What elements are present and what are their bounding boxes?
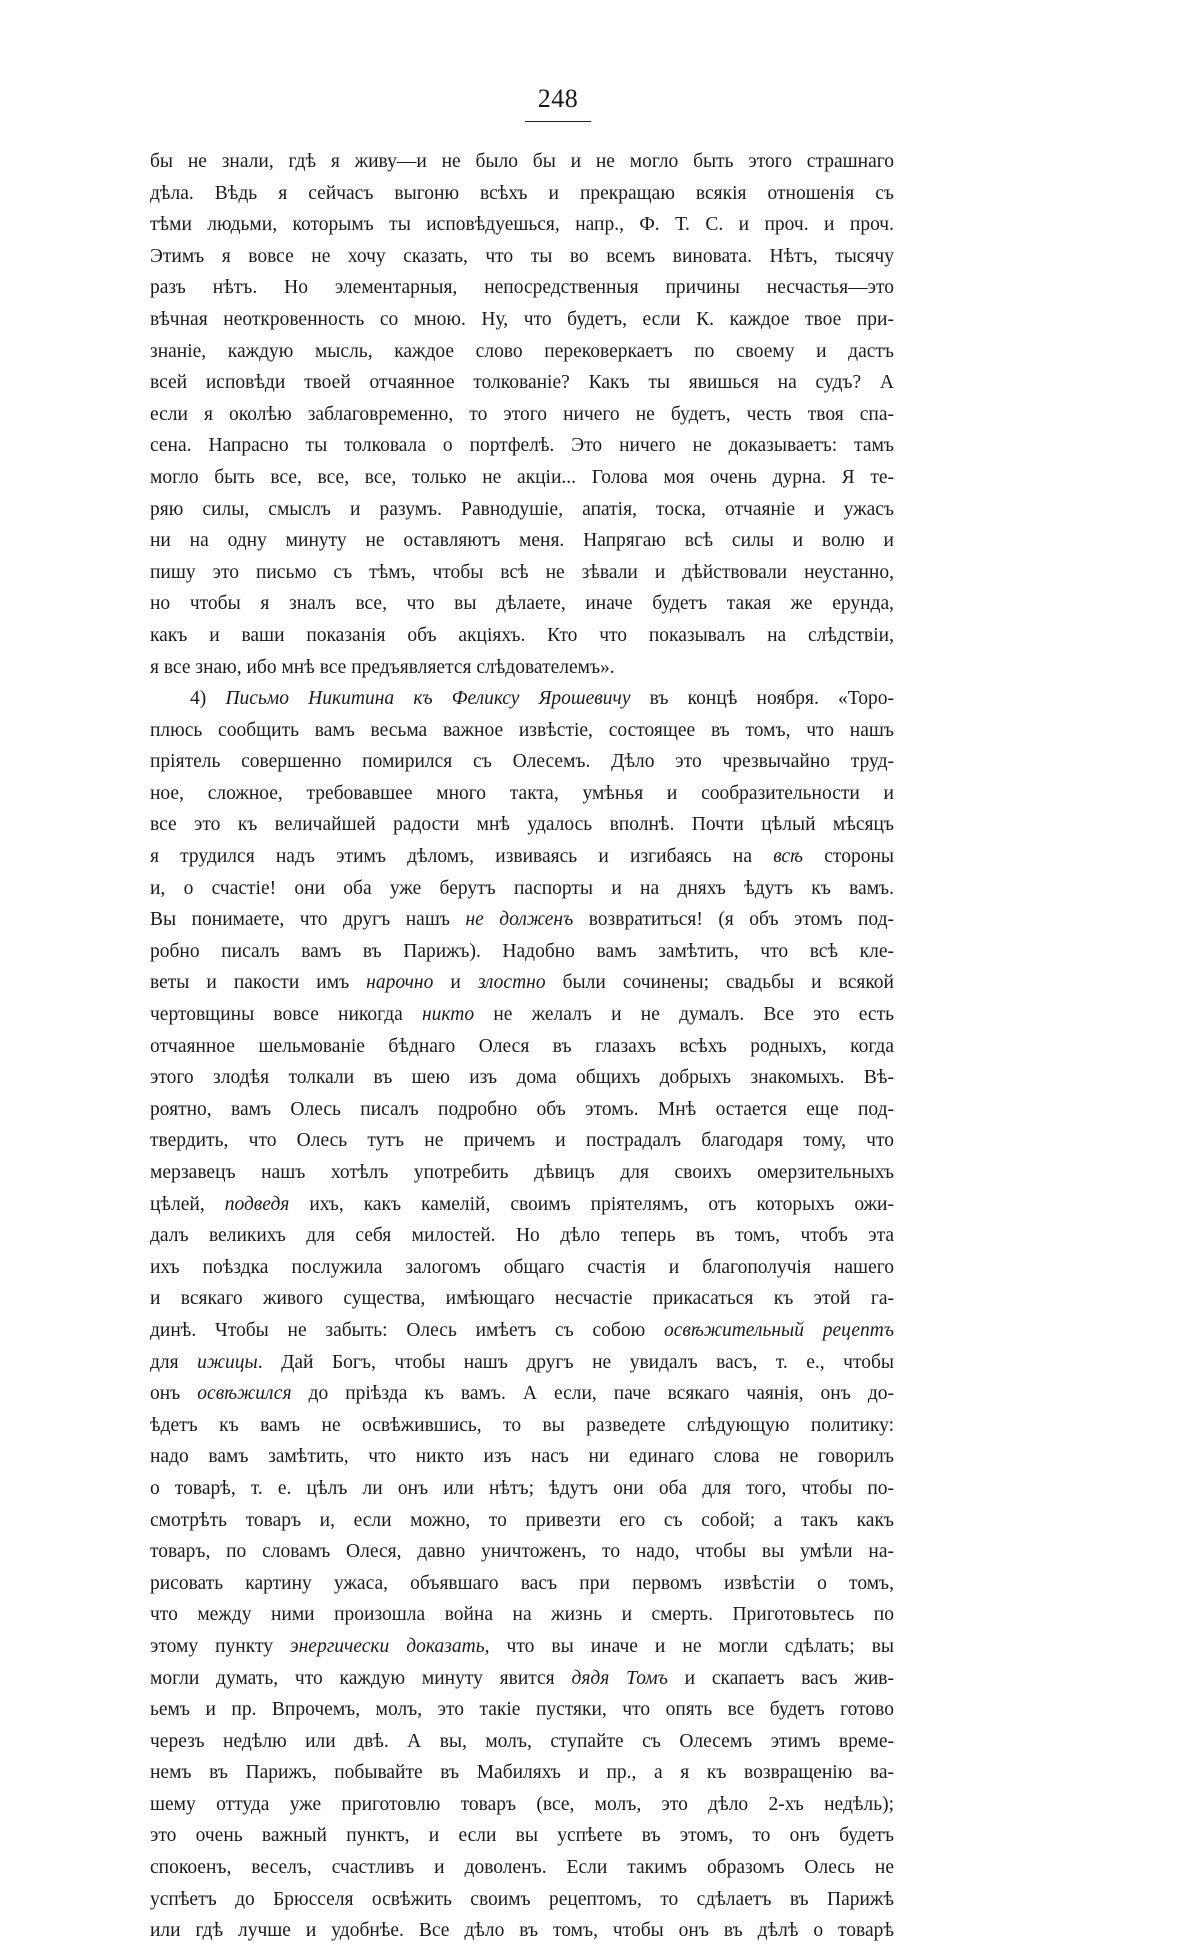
text-segment: Этимъ я вовсе не хочу сказать, что ты во всемъ виновата. Нѣтъ, тысячу — [150, 245, 894, 267]
text-segment: роятно, вамъ Олесь писалъ подробно объ этомъ. Мнѣ остается еще под- — [150, 1098, 894, 1120]
text-segment: разъ нѣтъ. Но элементарныя, непосредственныя причины несчастья—это — [150, 277, 894, 299]
text-segment: все это къ величайшей радости мнѣ удалось вполнѣ. Почти цѣлый мѣсяцъ — [150, 814, 894, 836]
text-line — [150, 367, 894, 399]
text-segment: какъ и ваши показанія объ акціяхъ. Кто что показывалъ на слѣдствіи, — [150, 624, 894, 646]
text-line — [150, 494, 894, 526]
italic-text: подведя — [224, 1193, 290, 1215]
text-segment: или гдѣ лучше и удобнѣе. Все дѣло въ томъ, чтобы онъ въ дѣлѣ о товарѣ — [150, 1920, 894, 1942]
text-segment: и всякаго живого существа, имѣющаго несчастіе прикасаться къ этой га- — [150, 1288, 894, 1310]
text-line — [150, 1062, 894, 1094]
text-segment: могли думать, что каждую минуту явится — [150, 1667, 572, 1689]
text-segment: для — [150, 1351, 198, 1373]
text-line — [150, 1094, 894, 1126]
text-line — [150, 462, 894, 494]
text-line — [150, 1694, 894, 1726]
text-line — [150, 399, 894, 431]
text-line — [150, 809, 894, 841]
text-segment: и скапаетъ васъ жив- — [667, 1667, 894, 1689]
text-segment: возвратиться! (я объ этомъ под- — [573, 909, 894, 931]
text-line — [150, 557, 894, 589]
text-segment: мерзавецъ нашъ хотѣлъ употребить дѣвицъ для своихъ омерзительныхъ — [150, 1162, 894, 1183]
text-segment: Вы понимаете, что другъ нашъ — [150, 909, 466, 931]
text-segment: ьемъ и пр. Впрочемъ, молъ, это такіе пустяки, что опять все будетъ готово — [150, 1699, 894, 1721]
text-segment: ихъ, какъ камелій, своимъ пріятелямъ, отъ которыхъ ожи- — [289, 1193, 894, 1215]
text-segment: цѣлей, — [150, 1193, 225, 1215]
text-line — [150, 178, 894, 210]
text-line — [150, 1536, 894, 1568]
text-line — [150, 525, 894, 557]
text-line — [150, 1441, 894, 1473]
text-segment: пріятель совершенно помирился съ Олесемъ. Дѣло это чрезвычайно труд- — [150, 751, 894, 773]
text-segment: шему оттуда уже приготовлю товаръ (все, молъ, это дѣло 2-хъ недѣль); — [150, 1793, 894, 1815]
text-line — [150, 336, 894, 368]
text-segment: спокоенъ, веселъ, счастливъ и доволенъ. Если такимъ образомъ Олесь не — [150, 1857, 894, 1879]
text-line — [150, 430, 894, 462]
text-segment: о товарѣ, т. е. цѣлъ ли онъ или нѣтъ; ѣдутъ они оба для того, чтобы по- — [150, 1477, 894, 1499]
italic-text: освѣжился — [197, 1383, 292, 1405]
text-line — [150, 683, 894, 715]
text-segment: товаръ, по словамъ Олеся, давно уничтоженъ, то надо, чтобы вы умѣли на- — [150, 1541, 894, 1563]
text-line — [150, 904, 894, 936]
body-text — [150, 146, 894, 1947]
italic-text: Письмо Никитина къ Феликсу Ярошевичу — [225, 688, 631, 710]
text-segment: робно писалъ вамъ въ Парижъ). Надобно вамъ замѣтить, что всѣ кле- — [150, 940, 894, 962]
italic-text: освѣжительный рецептъ — [663, 1319, 894, 1341]
text-segment: ное, сложное, требовавшее много такта, умѣнья и сообразительности и — [150, 782, 894, 804]
text-segment: динѣ. Чтобы не забыть: Олесь имѣетъ съ собою — [150, 1319, 664, 1341]
text-line — [150, 1884, 894, 1916]
text-line — [150, 967, 894, 999]
text-line — [150, 1220, 894, 1252]
text-segment: твердить, что Олесь тутъ не причемъ и пострадалъ благодаря тому, что — [150, 1130, 894, 1152]
text-segment: ихъ поѣздка послужила залогомъ общаго счастія и благополучія нашего — [150, 1256, 894, 1278]
text-segment: знаніе, каждую мысль, каждое слово перековеркаетъ по своему и дастъ — [150, 340, 894, 362]
text-line — [150, 1473, 894, 1505]
text-segment: вѣчная неоткровенность со мною. Ну, что будетъ, если К. каждое твое при- — [150, 308, 894, 330]
text-line — [150, 1347, 894, 1379]
text-line — [150, 1378, 894, 1410]
text-line — [150, 1125, 894, 1157]
text-segment: ни на одну минуту не оставляютъ меня. Напрягаю всѣ силы и волю и — [150, 530, 894, 552]
italic-text: никто — [422, 1004, 475, 1026]
text-line — [150, 304, 894, 336]
text-segment: рисовать картину ужаса, объявшаго васъ при первомъ извѣстіи о томъ, — [150, 1572, 894, 1594]
text-line — [150, 620, 894, 652]
text-segment: чертовщины вовсе никогда — [150, 1004, 422, 1026]
text-line — [150, 1631, 894, 1663]
text-line — [150, 936, 894, 968]
text-line — [150, 1283, 894, 1315]
italic-text: энергически доказать — [290, 1635, 485, 1657]
text-line — [150, 999, 894, 1031]
text-segment: черезъ недѣлю или двѣ. А вы, молъ, ступайте съ Олесемъ этимъ време- — [150, 1730, 894, 1752]
text-line — [150, 652, 894, 684]
text-line — [150, 209, 894, 241]
italic-text: злостно — [477, 972, 546, 994]
text-segment: не желалъ и не думалъ. Все это есть — [474, 1004, 894, 1026]
text-line — [150, 1789, 894, 1821]
text-line — [150, 873, 894, 905]
text-segment: бы не знали, гдѣ я живу—и не было бы и не могло быть этого страшнаго — [150, 151, 894, 172]
text-line — [150, 1599, 894, 1631]
text-line — [150, 241, 894, 273]
text-line — [150, 1915, 894, 1947]
text-segment: и, о счастіе! они оба уже берутъ паспорты и на дняхъ ѣдутъ къ вамъ. — [150, 877, 894, 899]
text-line — [150, 272, 894, 304]
italic-text: нарочно — [366, 972, 434, 994]
text-line — [150, 1410, 894, 1442]
text-line — [150, 1505, 894, 1537]
text-segment: могло быть все, все, все, только не акціи... Голова моя очень дурна. Я те- — [150, 466, 894, 488]
text-segment: надо вамъ замѣтить, что никто изъ насъ ни единаго слова не говорилъ — [150, 1446, 894, 1468]
text-segment: если я околѣю заблаговременно, то этого ничего не будетъ, честь твоя спа- — [150, 403, 894, 425]
text-segment: этого злодѣя толкали въ шею изъ дома общихъ добрыхъ знакомыхъ. Вѣ- — [150, 1067, 894, 1089]
text-line — [150, 1757, 894, 1789]
header-rule — [525, 121, 591, 122]
text-segment: сена. Напрасно ты толковала о портфелѣ. Это ничего не доказываетъ: тамъ — [150, 435, 894, 457]
text-line — [150, 1663, 894, 1695]
text-line — [150, 778, 894, 810]
text-segment: стороны — [803, 846, 894, 868]
text-segment: отчаянное шельмованіе бѣднаго Олеся въ глазахъ всѣхъ родныхъ, когда — [150, 1035, 894, 1057]
text-segment: плюсь сообщить вамъ весьма важное извѣстіе, состоящее въ томъ, что нашъ — [150, 719, 894, 741]
text-line — [150, 1852, 894, 1884]
text-segment: до пріѣзда къ вамъ. А если, паче всякаго чаянія, онъ до- — [291, 1383, 894, 1405]
text-segment: я все знаю, ибо мнѣ все предъявляется слѣдователемъ». — [150, 656, 615, 678]
text-segment: 4) — [190, 688, 226, 710]
italic-text: всѣ — [773, 846, 804, 868]
text-line — [150, 588, 894, 620]
text-segment: что между ними произошла война на жизнь и смерть. Приготовьтесь по — [150, 1604, 894, 1626]
text-segment: успѣетъ до Брюсселя освѣжить своимъ рецептомъ, то сдѣлаетъ въ Парижѣ — [150, 1888, 894, 1910]
text-segment: пишу это письмо съ тѣмъ, чтобы всѣ не зѣвали и дѣйствовали неустанно, — [150, 561, 894, 583]
text-segment: я трудился надъ этимъ дѣломъ, извиваясь и изгибаясь на — [150, 846, 774, 868]
text-segment: это очень важный пунктъ, и если вы успѣете въ этомъ, то онъ будетъ — [150, 1825, 894, 1847]
text-line — [150, 1252, 894, 1284]
text-segment: въ концѣ ноября. «Торо- — [630, 688, 894, 710]
text-line — [150, 1568, 894, 1600]
text-line — [150, 1031, 894, 1063]
text-line — [150, 1315, 894, 1347]
text-segment: немъ въ Парижъ, побывайте въ Мабиляхъ и пр., а я къ возвращенію ва- — [150, 1762, 894, 1784]
text-segment: , что вы иначе и не могли сдѣлать; вы — [484, 1635, 894, 1657]
text-segment: и — [433, 972, 478, 994]
italic-text: ижицы — [197, 1351, 258, 1373]
text-line — [150, 1820, 894, 1852]
text-line — [150, 1726, 894, 1758]
text-line — [150, 1157, 894, 1189]
text-segment: дѣла. Вѣдь я сейчасъ выгоню всѣхъ и прекращаю всякія отношенія съ — [150, 182, 894, 204]
text-line — [150, 746, 894, 778]
text-segment: смотрѣть товаръ и, если можно, то привезти его съ собой; а такъ какъ — [150, 1509, 894, 1531]
text-segment: . Дай Богъ, чтобы нашъ другъ не увидалъ васъ, т. е., чтобы — [257, 1351, 894, 1373]
text-segment: далъ великихъ для себя милостей. Но дѣло теперь въ томъ, чтобъ эта — [150, 1225, 894, 1247]
text-segment: всей исповѣди твоей отчаянное толкованіе? Какъ ты явишься на судъ? А — [150, 372, 894, 394]
page-number: 248 — [537, 84, 579, 113]
text-line — [150, 1189, 894, 1221]
text-segment: онъ — [150, 1383, 198, 1405]
text-segment: были сочинены; свадьбы и всякой — [545, 972, 894, 994]
text-line — [150, 146, 894, 178]
text-segment: тѣми людьми, которымъ ты исповѣдуешься, напр., Ф. Т. С. и проч. и проч. — [150, 214, 894, 236]
italic-text: не долженъ — [465, 909, 574, 931]
text-segment: веты и пакости имъ — [150, 972, 367, 994]
text-line — [150, 715, 894, 747]
text-segment: ряю силы, смыслъ и разумъ. Равнодушіе, апатія, тоска, отчаяніе и ужасъ — [150, 498, 894, 520]
text-segment: этому пункту — [150, 1635, 291, 1657]
text-segment: ѣдетъ къ вамъ не освѣжившись, то вы разведете слѣдующую политику: — [150, 1414, 894, 1436]
text-segment: но чтобы я зналъ все, что вы дѣлаете, иначе будетъ такая же ерунда, — [150, 593, 894, 615]
text-line — [150, 841, 894, 873]
italic-text: дядя Томъ — [571, 1667, 668, 1689]
